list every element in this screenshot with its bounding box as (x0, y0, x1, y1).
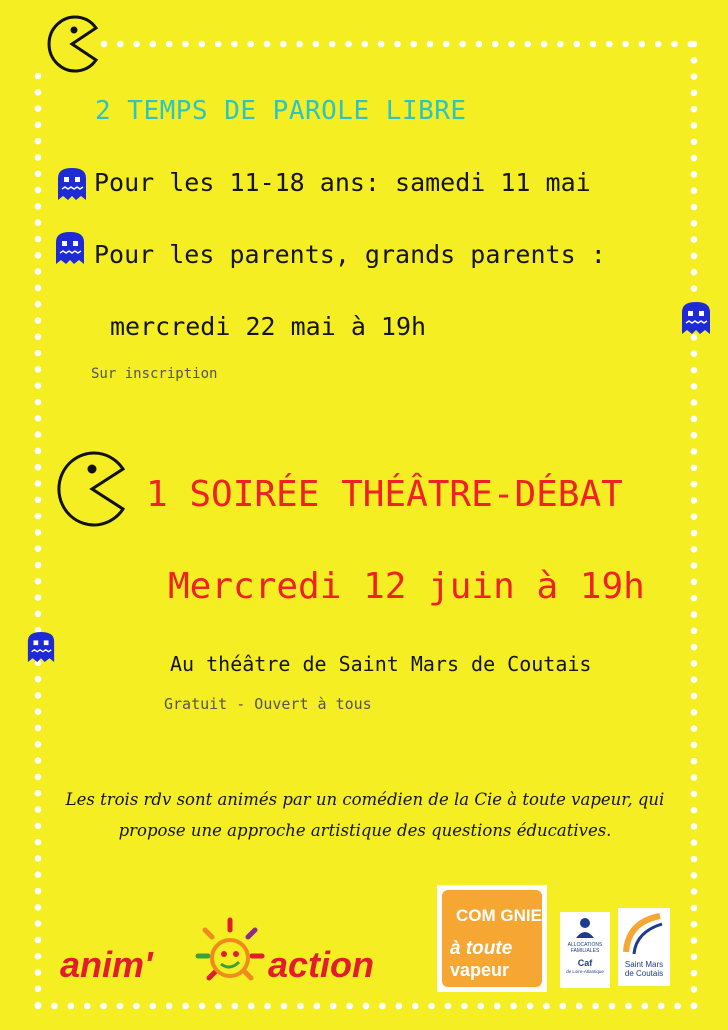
border-dot (35, 871, 42, 878)
border-dot (691, 839, 698, 846)
border-dot (541, 41, 548, 48)
border-dot (691, 220, 698, 227)
border-dot (35, 350, 42, 357)
border-dot (35, 203, 42, 210)
border-dot (606, 41, 613, 48)
border-dot (642, 1003, 649, 1010)
parents-session-date: mercredi 22 mai à 19h (110, 312, 427, 341)
border-dot (35, 904, 42, 911)
border-dot (35, 448, 42, 455)
border-dot (35, 301, 42, 308)
border-dot (576, 1003, 583, 1010)
border-dot (35, 154, 42, 161)
border-dot (691, 497, 698, 504)
border-dot (691, 856, 698, 863)
section1-heading: 2 TEMPS DE PAROLE LIBRE (95, 96, 467, 126)
border-dot (35, 594, 42, 601)
border-dot (362, 41, 369, 48)
border-dot (691, 1002, 698, 1009)
border-dot (396, 1003, 403, 1010)
border-dot (35, 578, 42, 585)
border-dot (510, 1003, 517, 1010)
border-dot (592, 1003, 599, 1010)
border-dot (560, 1003, 567, 1010)
border-dot (35, 937, 42, 944)
border-dot (691, 285, 698, 292)
border-dot (691, 774, 698, 781)
border-dot (35, 382, 42, 389)
border-dot (691, 791, 698, 798)
description-line: Les trois rdv sont animés par un comédien de la Cie à toute vapeur, qui (65, 790, 665, 809)
border-dot (35, 611, 42, 618)
border-dot (35, 855, 42, 862)
border-dot (35, 219, 42, 226)
border-dot (691, 954, 698, 961)
border-dot (247, 41, 254, 48)
border-dot (297, 1003, 304, 1010)
border-dot (691, 350, 698, 357)
logo-text-part1: anim' (60, 944, 153, 985)
border-dot (84, 1003, 91, 1010)
border-dot (35, 513, 42, 520)
border-dot (35, 480, 42, 487)
border-dot (35, 431, 42, 438)
border-dot (363, 1003, 370, 1010)
border-dot (691, 921, 698, 928)
border-dot (655, 41, 662, 48)
border-dot (346, 1003, 353, 1010)
border-dot (691, 269, 698, 276)
border-dot (199, 1003, 206, 1010)
border-dot (691, 171, 698, 178)
border-dot (215, 41, 222, 48)
border-dot (378, 41, 385, 48)
border-dot (691, 367, 698, 374)
border-dot (35, 122, 42, 129)
border-dot (691, 823, 698, 830)
border-dot (508, 41, 515, 48)
border-dot (691, 122, 698, 129)
border-dot (691, 513, 698, 520)
event-price: Gratuit - Ouvert à tous (164, 695, 372, 713)
anim-action-logo (60, 916, 420, 986)
border-dot (35, 415, 42, 422)
border-dot (691, 448, 698, 455)
caf-logo-line1: ALLOCATIONS FAMILIALES (567, 942, 603, 954)
border-dot (394, 41, 401, 48)
border-dot (35, 138, 42, 145)
cie-logo-line3: vapeur (450, 960, 510, 980)
event-place: Au théâtre de Saint Mars de Coutais (170, 652, 592, 676)
border-dot (557, 41, 564, 48)
border-dot (691, 628, 698, 635)
pacman-icon (46, 14, 102, 74)
border-dot (35, 399, 42, 406)
border-dot (691, 611, 698, 618)
border-dot (691, 937, 698, 944)
border-dot (691, 693, 698, 700)
cie-logo-line2: à toute (450, 938, 513, 959)
border-dot (296, 41, 303, 48)
border-dot (691, 742, 698, 749)
border-dot (691, 57, 698, 64)
ghost-icon (680, 300, 712, 336)
border-dot (379, 1003, 386, 1010)
border-dot (281, 1003, 288, 1010)
border-dot (443, 41, 450, 48)
border-dot (133, 1003, 140, 1010)
border-dot (166, 1003, 173, 1010)
border-dot (691, 204, 698, 211)
border-dot (35, 529, 42, 536)
border-dot (691, 905, 698, 912)
border-dot (35, 252, 42, 259)
border-dot (691, 970, 698, 977)
border-dot (691, 644, 698, 651)
border-dot (691, 399, 698, 406)
border-dot (117, 1003, 124, 1010)
caf-logo (560, 912, 610, 988)
border-dot (639, 41, 646, 48)
event-date: Mercredi 12 juin à 19h (168, 566, 645, 607)
border-dot (35, 920, 42, 927)
border-dot (199, 41, 206, 48)
caf-logo-line3: de Loire-Atlantique (566, 969, 604, 974)
border-dot (543, 1003, 550, 1010)
border-dot (691, 253, 698, 260)
border-dot (35, 969, 42, 976)
border-dot (182, 41, 189, 48)
border-dot (691, 579, 698, 586)
border-dot (264, 1003, 271, 1010)
border-dot (35, 187, 42, 194)
border-dot (35, 562, 42, 569)
border-dot (35, 105, 42, 112)
commune-logo-text (618, 960, 670, 978)
border-dot (691, 986, 698, 993)
section2-heading: 1 SOIRÉE THÉÂTRE-DÉBAT (146, 474, 623, 515)
parents-session-line: Pour les parents, grands parents : (94, 240, 606, 269)
border-dot (691, 187, 698, 194)
border-dot (691, 416, 698, 423)
border-dot (625, 1003, 632, 1010)
border-dot (492, 41, 499, 48)
border-dot (573, 41, 580, 48)
border-dot (459, 41, 466, 48)
border-dot (691, 236, 698, 243)
border-dot (329, 41, 336, 48)
border-dot (427, 41, 434, 48)
border-dot (330, 1003, 337, 1010)
cie-a-toute-vapeur-logo (437, 885, 547, 992)
teen-session-line: Pour les 11-18 ans: samedi 11 mai (94, 168, 591, 197)
border-dot (35, 73, 42, 80)
border-dot (35, 725, 42, 732)
border-dot (35, 953, 42, 960)
border-dot (428, 1003, 435, 1010)
border-dot (476, 41, 483, 48)
commune-logo-line1: Saint Mars (624, 960, 664, 969)
border-dot (100, 1003, 107, 1010)
border-dot (182, 1003, 189, 1010)
cie-logo-line1: COM GNIE (456, 906, 542, 925)
border-dot (691, 660, 698, 667)
border-dot (133, 41, 140, 48)
border-dot (313, 41, 320, 48)
border-dot (525, 41, 532, 48)
border-dot (527, 1003, 534, 1010)
border-dot (68, 1003, 75, 1010)
border-dot (691, 383, 698, 390)
border-dot (35, 774, 42, 781)
ghost-icon (26, 630, 56, 664)
border-dot (35, 268, 42, 275)
border-dot (691, 432, 698, 439)
border-dot (35, 757, 42, 764)
border-dot (691, 709, 698, 716)
border-dot (478, 1003, 485, 1010)
border-dot (35, 334, 42, 341)
border-dot (35, 676, 42, 683)
border-dot (461, 1003, 468, 1010)
border-dot (691, 139, 698, 146)
border-dot (35, 986, 42, 993)
border-dot (35, 545, 42, 552)
caf-emblem-icon (574, 916, 596, 940)
ghost-icon (54, 230, 86, 266)
border-dot (691, 73, 698, 80)
border-dot (150, 41, 157, 48)
border-dot (622, 41, 629, 48)
border-dot (412, 1003, 419, 1010)
border-dot (494, 1003, 501, 1010)
border-dot (35, 692, 42, 699)
logo-text-part2: action (268, 944, 375, 985)
border-dot (280, 41, 287, 48)
border-dot (35, 366, 42, 373)
border-dot (35, 236, 42, 243)
border-dot (35, 171, 42, 178)
border-dot (691, 562, 698, 569)
border-dot (35, 741, 42, 748)
caf-logo-line2: Caf (577, 958, 593, 968)
border-dot (35, 89, 42, 96)
border-dot (35, 285, 42, 292)
pacman-icon (56, 450, 130, 528)
border-dot (590, 41, 597, 48)
description-line: propose une approche artistique des questions éducatives. (118, 821, 612, 840)
border-dot (232, 1003, 239, 1010)
border-dot (691, 106, 698, 113)
border-dot (691, 90, 698, 97)
border-dot (691, 888, 698, 895)
description (40, 784, 690, 846)
border-dot (117, 41, 124, 48)
border-dot (691, 481, 698, 488)
border-dot (150, 1003, 157, 1010)
border-dot (691, 807, 698, 814)
border-dot (51, 1003, 58, 1010)
border-dot (691, 41, 698, 48)
border-dot (345, 41, 352, 48)
border-dot (35, 1002, 42, 1009)
border-dot (691, 155, 698, 162)
border-dot (248, 1003, 255, 1010)
commune-logo-line2: de Coutais (624, 969, 664, 978)
border-dot (658, 1003, 665, 1010)
border-dot (215, 1003, 222, 1010)
border-dot (691, 546, 698, 553)
border-dot (410, 41, 417, 48)
border-dot (35, 464, 42, 471)
border-dot (231, 41, 238, 48)
border-dot (166, 41, 173, 48)
sun-icon (195, 916, 265, 986)
border-dot (691, 465, 698, 472)
border-dot (264, 41, 271, 48)
commune-emblem-icon (622, 912, 666, 958)
registration-note: Sur inscription (91, 366, 218, 382)
border-dot (314, 1003, 321, 1010)
border-dot (609, 1003, 616, 1010)
border-dot (691, 758, 698, 765)
ghost-icon (56, 166, 88, 202)
border-dot (35, 708, 42, 715)
border-dot (671, 41, 678, 48)
border-dot (691, 872, 698, 879)
border-dot (691, 676, 698, 683)
border-dot (445, 1003, 452, 1010)
border-dot (35, 888, 42, 895)
border-dot (691, 530, 698, 537)
border-dot (674, 1003, 681, 1010)
border-dot (691, 725, 698, 732)
saint-mars-de-coutais-logo (618, 908, 670, 986)
border-dot (35, 497, 42, 504)
border-dot (691, 595, 698, 602)
border-dot (35, 317, 42, 324)
